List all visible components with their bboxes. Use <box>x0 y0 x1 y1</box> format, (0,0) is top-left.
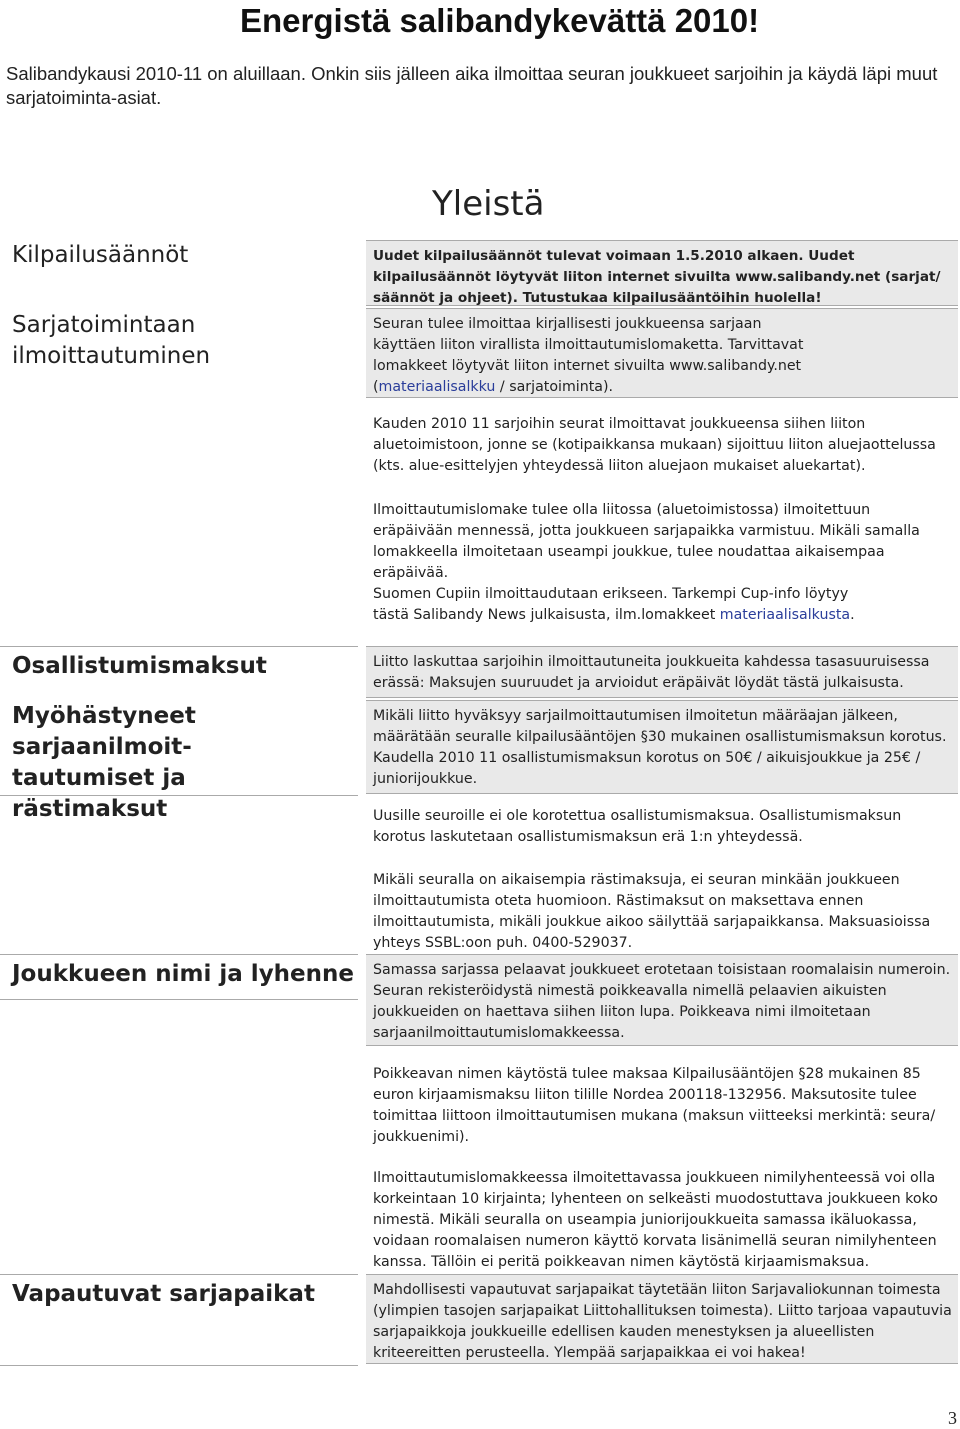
sarja-text-4b: . <box>850 607 855 623</box>
sarja-text-1a: Seuran tulee ilmoittaa kirjallisesti joukkueensa sarjaan käyttäen liiton virallista ilmoittautumislomaketta. Tarvittavat lomakkeet löytyvät liiton internet sivuilta www.salibandy.net ( <box>373 316 804 395</box>
nimi-paragraph-2: Poikkeavan nimen käytöstä tulee maksaa Kilpailusääntöjen §28 mukainen 85 euron kirjaamismaksu liiton tilille Nordea 200118-132956. Maksutosite tulee toimittaa liittoon ilmoittautumisen mukana (maksun viitteeksi merkintä: seura/ joukkuenimi). <box>373 1066 936 1145</box>
kilpailusaannot-box: Uudet kilpailusäännöt tulevat voimaan 1.5.2010 alkaen. Uudet kilpailusäännöt löytyvät liiton internet sivuilta www.salibandy.net (sarjat/ säännöt ja ohjeet). Tutustukaa kilpailusääntöihin huolella! <box>366 240 958 306</box>
heading-vapautuvat: Vapautuvat sarjapaikat <box>12 1281 315 1307</box>
sarja-paragraph-4 <box>373 584 873 626</box>
maksu-paragraph-3: Mikäli seuralla on aikaisempia rästimaksuja, ei seuran minkään joukkueen ilmoittautumista oteta huomioon. Rästimaksut on maksettava ennen ilmoittautumista, mikäli joukkue aikoo säilyttää sarjapaikkansa. Maksuasioissa yhteys SSBL:oon puh. 0400-529037. <box>373 872 931 951</box>
left-box-maksut <box>0 646 358 822</box>
left-box-vapautuvat <box>0 1274 358 1366</box>
sarja-paragraph-3: Ilmoittautumislomake tulee olla liitossa (aluetoimistossa) ilmoitettuun eräpäivään mennessä, jotta joukkueen sarjapaikka varmistuu. Mikäli samalla lomakkeella ilmoitetaan useampi joukkue, tulee noudattaa aikaisempaa eräpäivää. <box>373 502 920 581</box>
left-box-joukkueen-nimi <box>0 954 358 1000</box>
heading-osallistumismaksut: Osallistumismaksut <box>12 653 267 679</box>
sarjatoiminta-box <box>366 308 958 398</box>
intro-text: Salibandykausi 2010-11 on aluillaan. Onkin siis jälleen aika ilmoittaa seuran joukkueet sarjoihin ja käydä läpi muut sarjatoiminta-asiat. <box>6 63 938 108</box>
page-title: Energistä salibandykevättä 2010! <box>240 2 760 39</box>
sarja-text-4a: Suomen Cupiin ilmoittaudutaan erikseen. Tarkempi Cup-info löytyy tästä Salibandy News julkaisusta, ilm.lomakkeet <box>373 586 849 623</box>
sarja-text-1b: / sarjatoiminta). <box>495 379 614 395</box>
osallistumismaksut-box: Liitto laskuttaa sarjoihin ilmoittautuneita joukkueita kahdessa tasasuuruisessa erässä: Maksujen suuruudet ja arvioidut eräpäivät löydät tästä julkaisusta. <box>366 646 958 698</box>
joukkueen-nimi-box: Samassa sarjassa pelaavat joukkueet erotetaan toisistaan roomalaisin numeroin. Seuran rekisteröidystä nimestä poikkeavalla nimellä pelaavien aikuisten joukkueiden on haettava siihen liiton lupa. Poikkeava nimi ilmoitetaan sarjaanilmoittautumislomakkeessa. <box>366 954 958 1046</box>
heading-kilpailusaannot: Kilpailusäännöt <box>12 242 189 268</box>
page-number: 3 <box>948 1408 957 1428</box>
sarja-paragraph-2: Kauden 2010 11 sarjoihin seurat ilmoittavat joukkueensa siihen liiton aluetoimistoon, jonne se (kotipaikkansa mukaan) sijoittuu liiton aluejaottelussa (kts. alue-esittelyjen yhteydessä liiton aluejaon mukaiset aluekartat). <box>373 416 936 474</box>
maksu-paragraph-2: Uusille seuroille ei ole korotettua osallistumismaksua. Osallistumismaksun korotus laskutetaan osallistumismaksun erä 1:n yhteydessä. <box>373 808 902 845</box>
myohastyneet-box: Mikäli liitto hyväksyy sarjailmoittautumisen ilmoitetun määräajan jälkeen, määrätään seuralle kilpailusääntöjen §30 mukainen osallistumismaksun korotus. Kaudella 2010 11 osallistumismaksun korotus on 50€ / aikuisjoukkue ja 25€ / juniorijoukkue. <box>366 700 958 794</box>
heading-sarjatoiminta: Sarjatoimintaan ilmoittautuminen <box>12 312 211 369</box>
section-title: Yleistä <box>432 184 545 224</box>
left-box-kilpailusaannot <box>0 240 358 380</box>
nimi-paragraph-3: Ilmoittautumislomakkeessa ilmoitettavassa joukkueen nimilyhenteessä voi olla korkeintaan 10 kirjainta; lyhenteen on selkeästi muodostuttava joukkueen koko nimestä. Mikäli seuralla on useampia juniorijoukkueita samassa ikäluokassa, voidaan roomalaisen numeron käyttö korvata lisänimellä seuran nimilyhenteen kanssa. Tällöin ei peritä poikkeavan nimen käytöstä kirjaamismaksua. <box>373 1170 938 1270</box>
heading-myohastyneet: Myöhästyneet sarjaanilmoit- tautumiset ja rästimaksut <box>12 703 196 822</box>
heading-joukkueen-nimi: Joukkueen nimi ja lyhenne <box>12 961 355 987</box>
materiaalisalkusta-link[interactable]: materiaalisalkusta <box>719 607 851 623</box>
materiaalisalkku-link[interactable]: materiaalisalkku <box>378 379 496 395</box>
vapautuvat-box: Mahdollisesti vapautuvat sarjapaikat täytetään liiton Sarjavaliokunnan toimesta (ylimpien tasojen sarjapaikat Liittohallituksen toimesta). Liitto tarjoaa vapautuvia sarjapaikkoja joukkueille edellisen kauden menestyksen ja alueellisten kriteereitten perusteella. Ylempää sarjapaikkaa ei voi hakea! <box>366 1274 958 1364</box>
